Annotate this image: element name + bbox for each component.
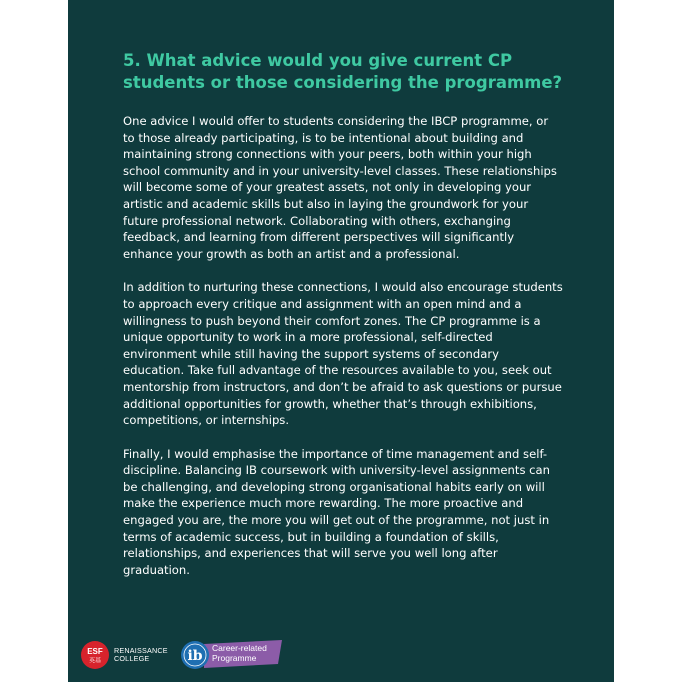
- answer-paragraph-3: Finally, I would emphasise the importance of time management and self-discipline. Balancing IB coursework with university-level assignments can be challenging, and developing strong organisational habits early on will make the experience much more rewarding. The more proactive and engaged you are, the more you will get out of the programme, not just in terms of academic success, but in building a foundation of skills, relationships, and experiences that will serve you well long after graduation.: [123, 446, 550, 577]
- ib-programme-text: [212, 644, 267, 663]
- college-name-line2: COLLEGE: [114, 654, 150, 664]
- college-name: [114, 647, 168, 664]
- svg-text:ESF: ESF: [87, 647, 103, 656]
- ib-programme-line1: Career-related: [212, 643, 267, 653]
- svg-text:ib: ib: [187, 648, 203, 664]
- svg-text:英基: 英基: [88, 657, 102, 665]
- question-heading: 5. What advice would you give current CP students or those considering the programme?: [123, 51, 563, 92]
- answer-body: [123, 113, 563, 595]
- answer-paragraph-1: One advice I would offer to students considering the IBCP programme, or to those already participating, is to be intentional about building and maintaining strong connections with your peers, both within your high school community and in your university-level classes. These relationships will become some of your greatest assets, not only in developing your artistic and academic skills but also in laying the groundwork for your future professional network. Collaborating with others, exchanging feedback, and learning from different perspectives will significantly enhance your growth as both an artist and a professional.: [123, 114, 557, 261]
- esf-logo: [81, 641, 109, 669]
- college-name-line1: RENAISSANCE: [114, 646, 168, 655]
- footer-logos: [81, 638, 601, 672]
- ib-programme-line2: Programme: [212, 652, 257, 663]
- document-page: [68, 0, 614, 682]
- answer-paragraph-2: In addition to nurturing these connections, I would also encourage students to approach every critique and assignment with an open mind and a willingness to push beyond their comfort zones. The CP programme is a unique opportunity to work in a more professional, self-directed environment while still having the support systems of secondary education. Take full advantage of the resources available to you, seek out mentorship from instructors, and don’t be afraid to ask questions or pursue additional opportunities for growth, whether that’s through exhibitions, competitions, or internships.: [123, 280, 563, 428]
